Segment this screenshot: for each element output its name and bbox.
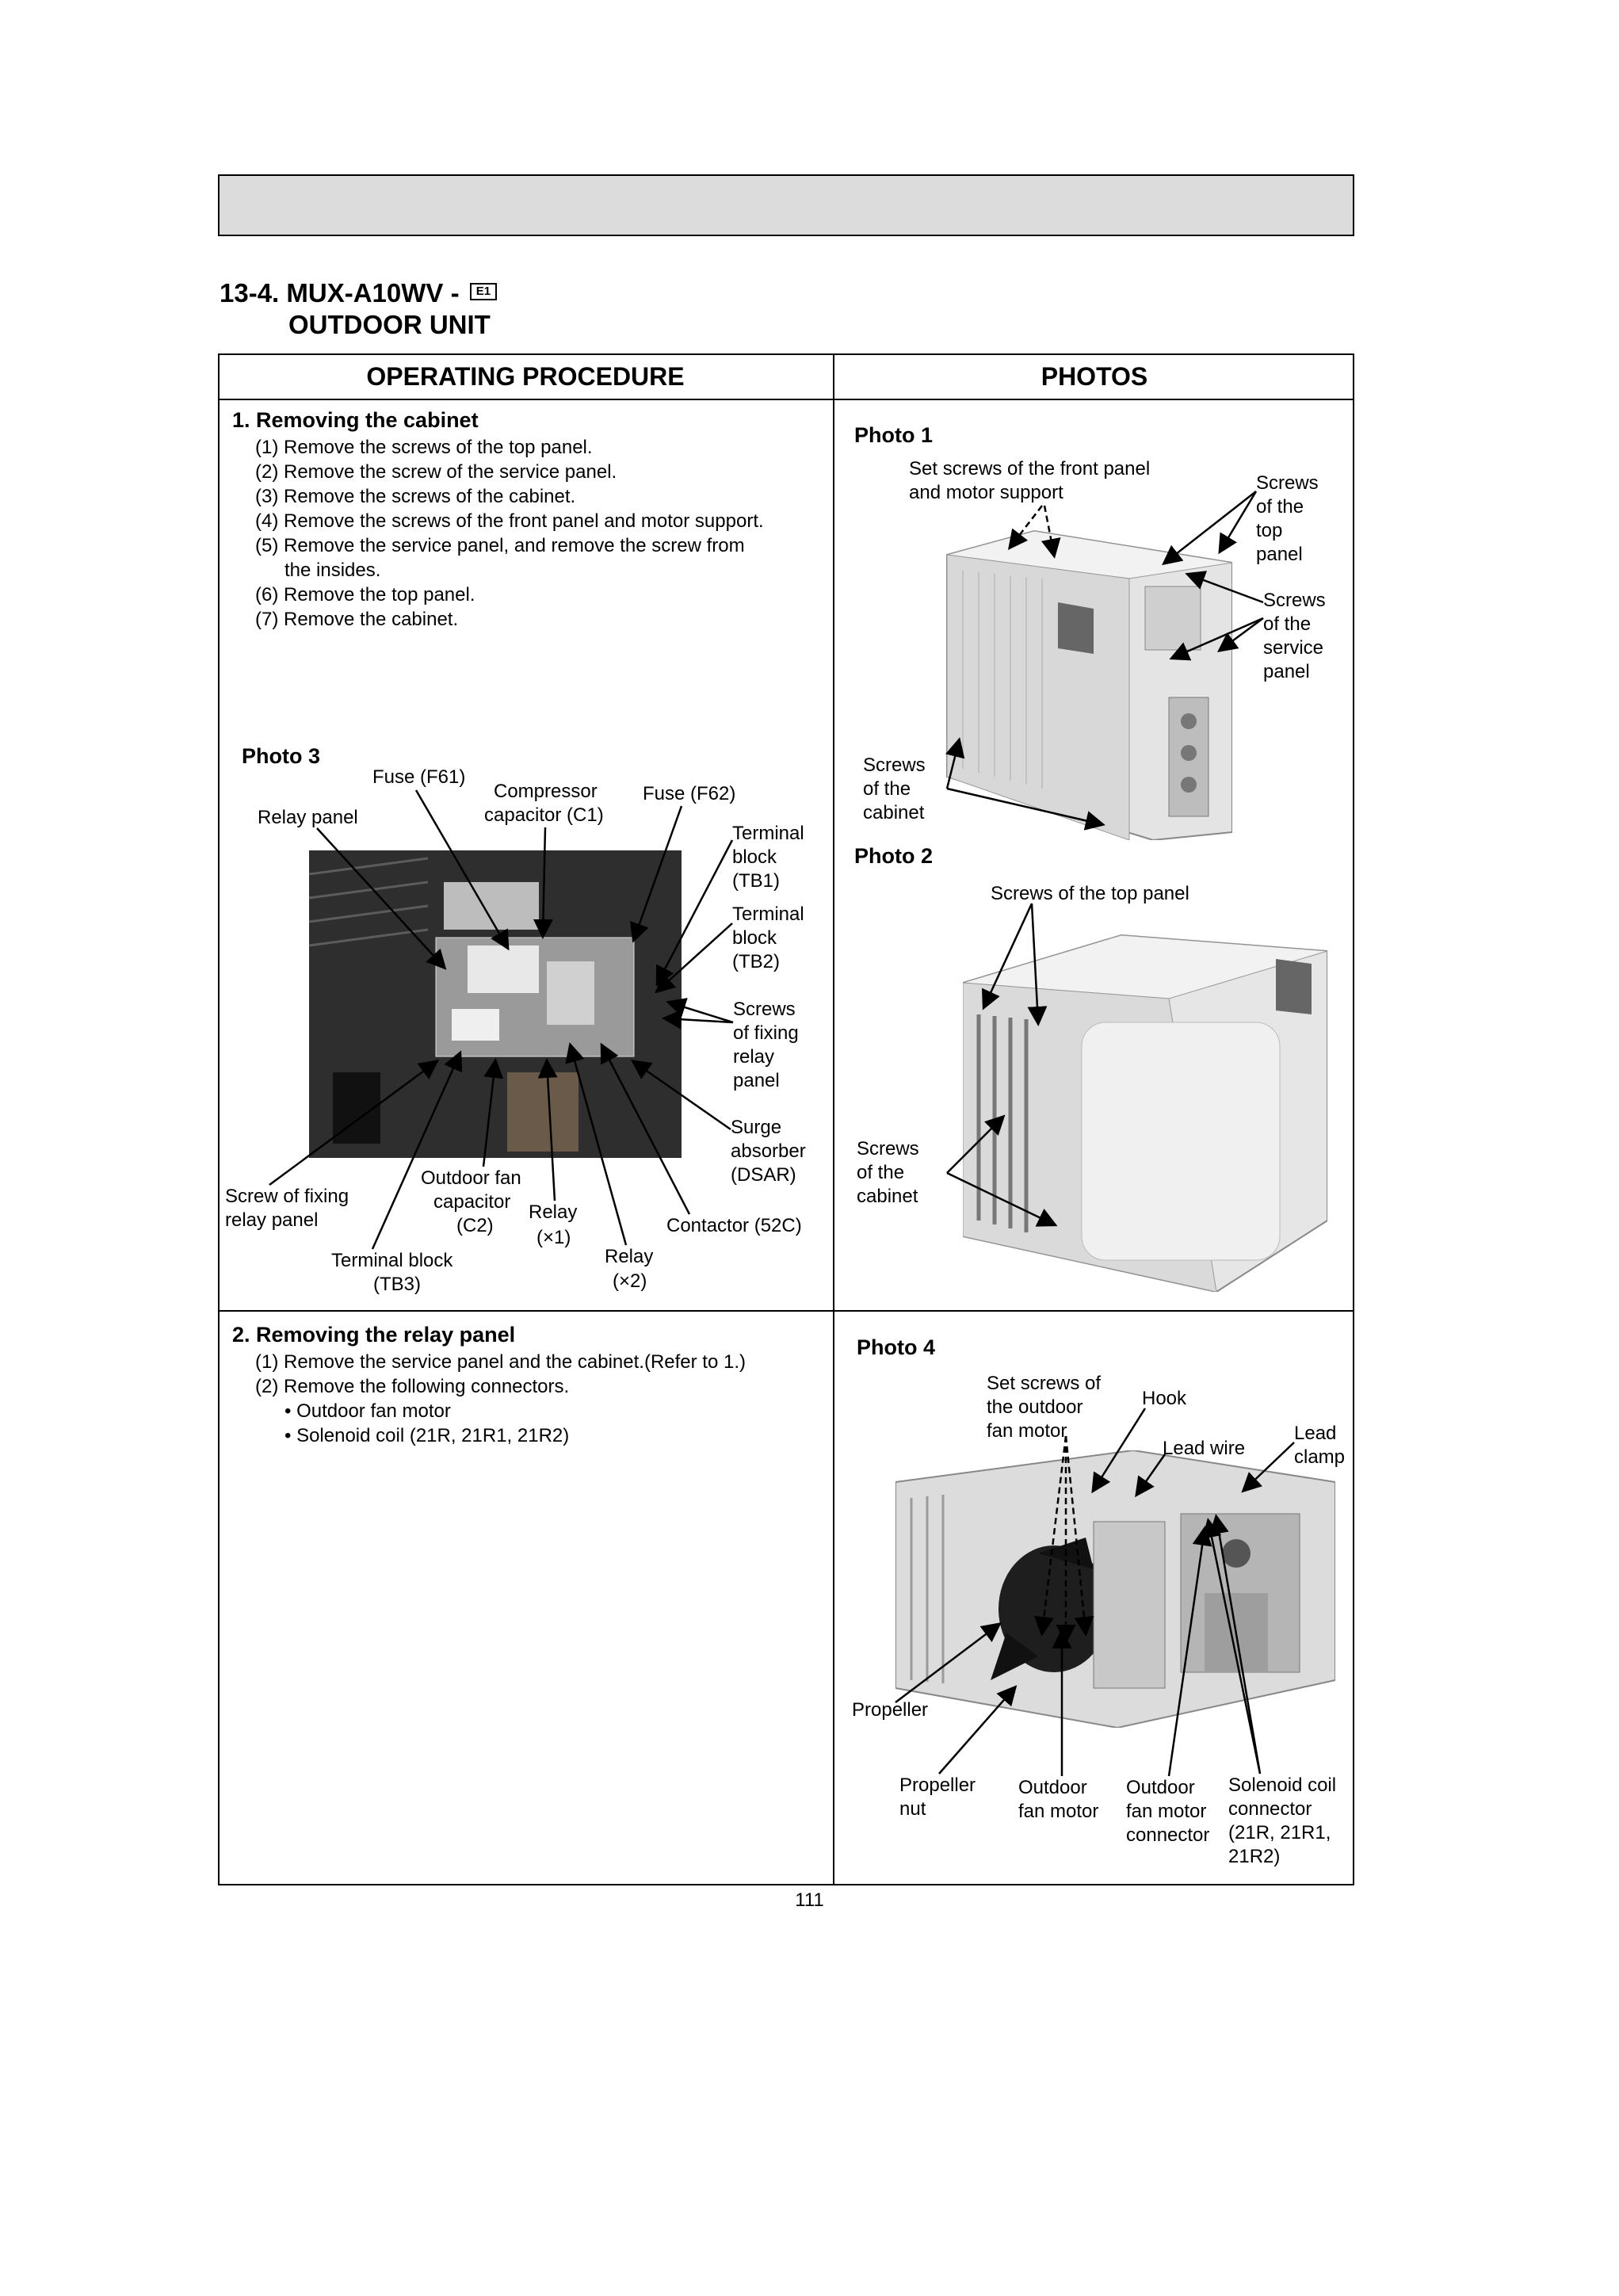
- photo2-label: Screws: [857, 1138, 919, 1159]
- photo4-label: nut: [899, 1798, 926, 1820]
- photo4-label: Solenoid coil: [1228, 1775, 1337, 1796]
- photo1-label: Screws: [1256, 472, 1319, 494]
- column-header-photos: PHOTOS: [1041, 362, 1148, 391]
- photo3-label: relay: [733, 1046, 775, 1068]
- photo3-label: Surge: [731, 1117, 782, 1138]
- photo4-label: Lead: [1294, 1423, 1337, 1444]
- photo2-label: cabinet: [857, 1186, 918, 1207]
- photo3-label: (TB1): [732, 870, 780, 892]
- photo3-label: block: [732, 846, 777, 868]
- photo3-label: (×1): [536, 1227, 571, 1248]
- photo3-label: (×2): [613, 1270, 647, 1292]
- photo4-label: clamp: [1294, 1446, 1346, 1468]
- photo4-label: Lead wire: [1163, 1438, 1246, 1459]
- photo3-label: Outdoor fan: [421, 1167, 521, 1189]
- procedure1-step: the insides.: [284, 560, 381, 581]
- photo3-label: Terminal: [732, 823, 804, 844]
- section-subtitle: OUTDOOR UNIT: [288, 310, 491, 339]
- procedure1-step: (5) Remove the service panel, and remove the screw from: [255, 535, 745, 556]
- photo4-label: Hook: [1142, 1388, 1187, 1409]
- procedure1-step: (7) Remove the cabinet.: [255, 609, 459, 630]
- photo1-label: and motor support: [909, 482, 1063, 503]
- photo3-label: relay panel: [225, 1209, 319, 1231]
- photo2-title: Photo 2: [854, 844, 933, 868]
- photo4-label: Propeller: [899, 1775, 976, 1796]
- photo1-label: service: [1263, 637, 1324, 659]
- procedure1-heading: 1. Removing the cabinet: [232, 408, 479, 432]
- photo3-label: Relay: [529, 1201, 578, 1223]
- photo1-label: Screws: [1263, 590, 1326, 611]
- photo3-label: Fuse (F61): [372, 766, 466, 788]
- procedure2-step: (1) Remove the service panel and the cabinet.(Refer to 1.): [255, 1351, 746, 1373]
- photo3-label: (C2): [456, 1215, 494, 1236]
- photo3-label: Screws: [733, 999, 796, 1020]
- photo3-label: Compressor: [494, 781, 598, 802]
- model-badge: E1: [470, 283, 497, 300]
- photo1-label: of the: [1263, 613, 1312, 635]
- photo3-label: capacitor: [433, 1191, 511, 1213]
- photo4-label: 21R2): [1228, 1846, 1281, 1867]
- photo3-label: Relay: [605, 1246, 654, 1267]
- photo3-title: Photo 3: [242, 744, 320, 768]
- photo3-label: panel: [733, 1070, 780, 1091]
- photo4-label: fan motor: [1018, 1801, 1099, 1822]
- column-header-procedure: OPERATING PROCEDURE: [366, 362, 685, 391]
- photo3-label: block: [732, 927, 777, 949]
- photo4-title: Photo 4: [857, 1335, 935, 1359]
- section-number: 13-4.: [220, 278, 280, 308]
- photo3-label: Contactor (52C): [666, 1215, 802, 1236]
- photo2-label: Screws of the top panel: [991, 883, 1189, 904]
- photo3-label: (TB2): [732, 951, 780, 972]
- photo1-label: Screws: [863, 755, 926, 776]
- photo1-label: top: [1256, 520, 1283, 541]
- procedure1-step: (3) Remove the screws of the cabinet.: [255, 486, 576, 507]
- photo3-label: Fuse (F62): [643, 783, 736, 804]
- photo2-label: of the: [857, 1162, 905, 1183]
- photo4-label: (21R, 21R1,: [1228, 1822, 1331, 1843]
- photo3-label: absorber: [731, 1140, 806, 1162]
- photo1-title: Photo 1: [854, 423, 933, 447]
- photo4-label: Outdoor: [1018, 1777, 1087, 1798]
- photo3-label: Relay panel: [258, 807, 358, 828]
- procedure2-step: • Solenoid coil (21R, 21R1, 21R2): [284, 1425, 570, 1446]
- photo3-label: Terminal block: [331, 1250, 453, 1271]
- section-model: MUX-A10WV -: [286, 278, 460, 308]
- photo4-label: Propeller: [852, 1699, 929, 1721]
- procedure2-step: • Outdoor fan motor: [284, 1400, 451, 1422]
- procedure1-step: (6) Remove the top panel.: [255, 584, 475, 606]
- procedure2-heading: 2. Removing the relay panel: [232, 1323, 516, 1347]
- photo1-label: panel: [1256, 544, 1303, 565]
- photo4-label: the outdoor: [987, 1396, 1083, 1418]
- photo3-label: Terminal: [732, 904, 804, 925]
- photo1-label: of the: [863, 778, 911, 800]
- photo3-label: capacitor (C1): [484, 804, 604, 826]
- photo4-label: connector: [1228, 1798, 1312, 1820]
- photo3-label: (TB3): [373, 1274, 421, 1295]
- photo4-label: connector: [1126, 1824, 1210, 1846]
- procedure2-step: (2) Remove the following connectors.: [255, 1376, 570, 1397]
- photo4-label: Set screws of: [987, 1373, 1102, 1394]
- photo3-label: of fixing: [733, 1022, 799, 1044]
- photo4-label: Outdoor: [1126, 1777, 1195, 1798]
- photo3-label: (DSAR): [731, 1164, 796, 1186]
- photo4-label: fan motor: [987, 1420, 1067, 1442]
- procedure1-step: (2) Remove the screw of the service panel.: [255, 461, 617, 483]
- procedure1-step: (1) Remove the screws of the top panel.: [255, 437, 593, 458]
- procedure1-step: (4) Remove the screws of the front panel and motor support.: [255, 510, 764, 532]
- page-number: 111: [795, 1889, 824, 1911]
- photo1-label: cabinet: [863, 802, 925, 823]
- photo4-label: fan motor: [1126, 1801, 1207, 1822]
- photo1-label: Set screws of the front panel: [909, 458, 1151, 479]
- photo3-label: Screw of fixing: [225, 1186, 349, 1207]
- photo1-label: of the: [1256, 496, 1304, 518]
- photo1-label: panel: [1263, 661, 1310, 682]
